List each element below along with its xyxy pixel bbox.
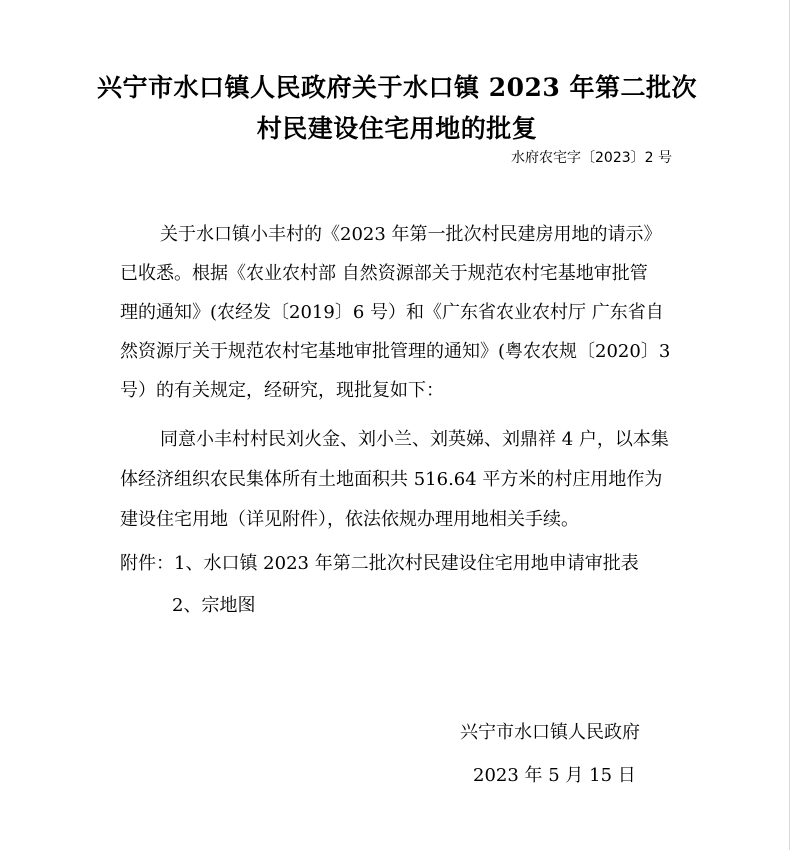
document-title-line-1: 兴宁市水口镇人民政府关于水口镇 2023 年第二批次	[97, 73, 697, 102]
signature-date: 2023 年 5 月 15 日	[473, 765, 636, 786]
body-line-1: 关于水口镇小丰村的《2023 年第一批次村民建房用地的请示》	[160, 224, 662, 245]
body-line-3: 理的通知》(农经发〔2019〕6 号）和《广东省农业农村厅 广东省自	[120, 302, 664, 323]
body-line-7: 体经济组织农民集体所有土地面积共 516.64 平方米的村庄用地作为	[120, 469, 663, 490]
document-number: 水府农宅字〔2023〕2 号	[511, 150, 672, 166]
body-line-6: 同意小丰村村民刘火金、刘小兰、刘英娣、刘鼎祥 4 户，以本集	[160, 429, 669, 450]
body-line-2: 已收悉。根据《农业农村部 自然资源部关于规范农村宅基地审批管	[120, 263, 648, 284]
body-line-4: 然资源厅关于规范农村宅基地审批管理的通知》(粤农农规〔2020〕3	[120, 341, 671, 362]
body-line-5: 号）的有关规定，经研究，现批复如下：	[120, 380, 444, 401]
signature-organization: 兴宁市水口镇人民政府	[460, 722, 640, 743]
attachment-line-1: 附件：1、水口镇 2023 年第二批次村民建设住宅用地申请审批表	[120, 553, 639, 574]
body-line-8: 建设住宅用地（详见附件），依法依规办理用地相关手续。	[120, 509, 579, 530]
attachment-line-2: 2、宗地图	[172, 595, 256, 616]
page-edge-divider	[789, 0, 790, 850]
document-title-line-2: 村民建设住宅用地的批复	[256, 114, 538, 143]
